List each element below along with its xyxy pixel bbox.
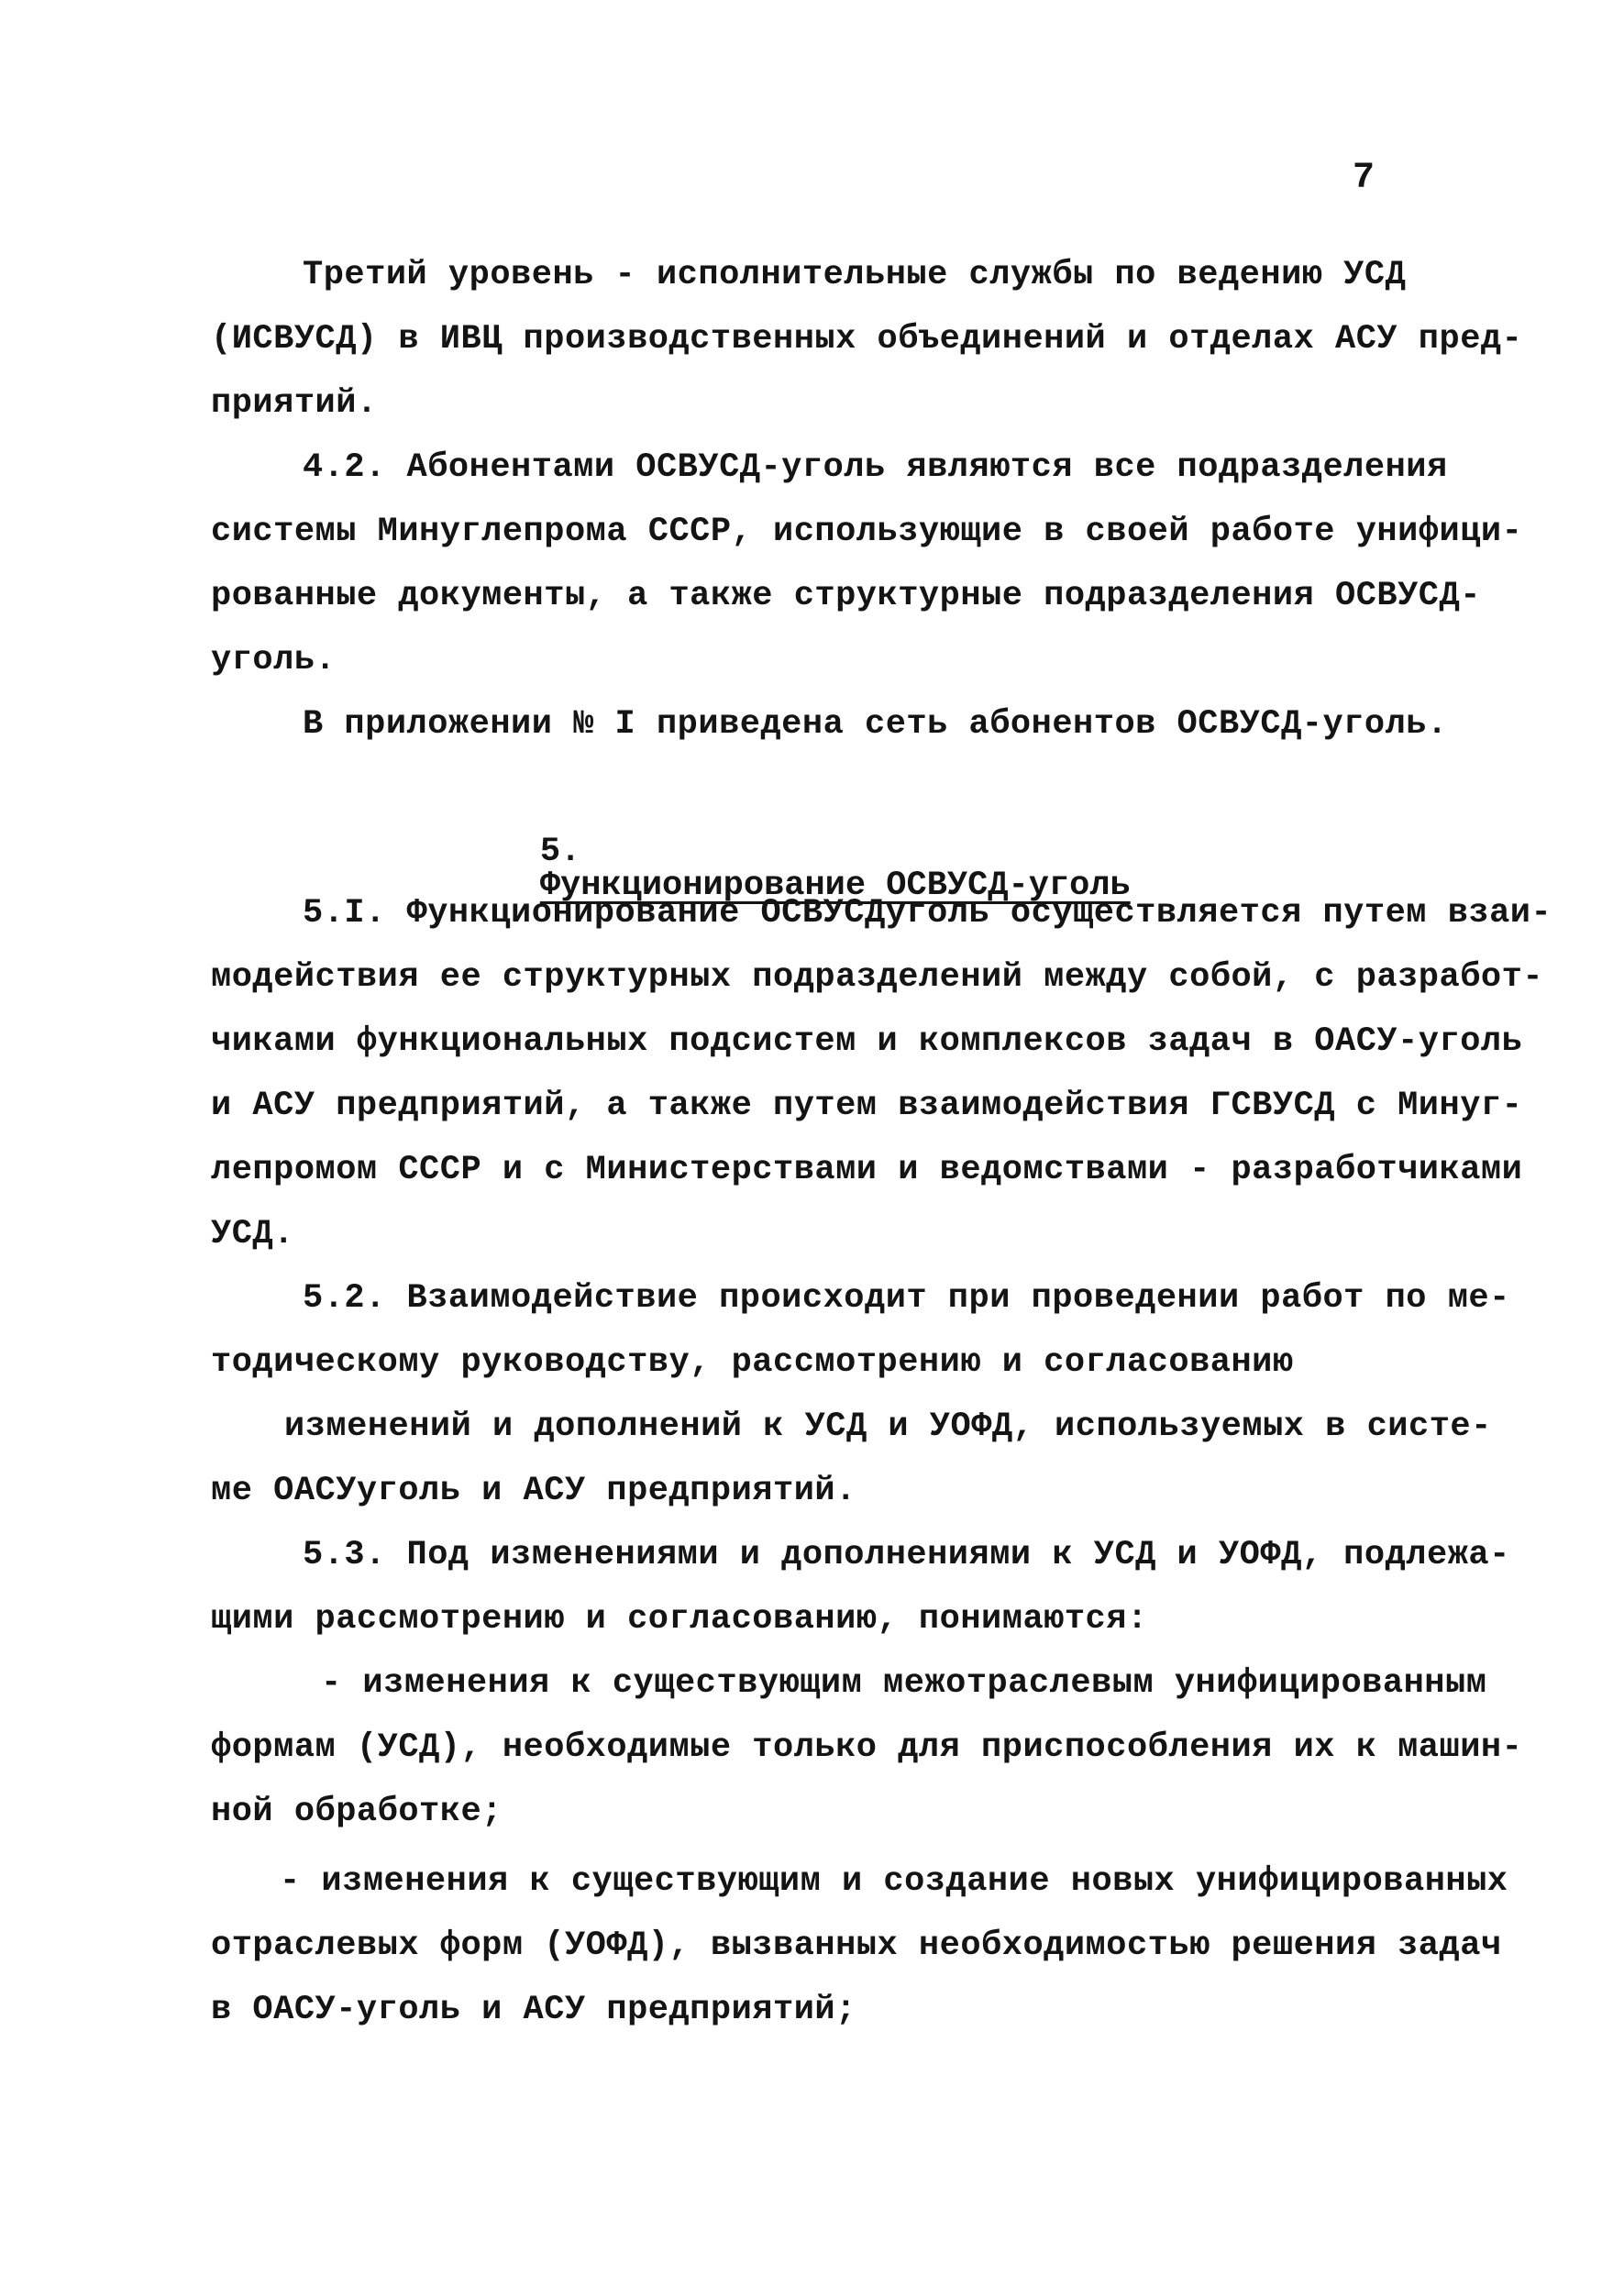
paragraph-line: щими рассмотрению и согласованию, понимаются: <box>211 1600 1148 1639</box>
paragraph-line: ме ОАСУуголь и АСУ предприятий. <box>211 1472 856 1510</box>
paragraph-line: чиками функциональных подсистем и комплексов задач в ОАСУ-уголь <box>211 1022 1523 1061</box>
paragraph-line: модействия ее структурных подразделений между собой, с разработ- <box>211 958 1544 997</box>
paragraph-line: и АСУ предприятий, а также путем взаимодействия ГСВУСД с Минуг- <box>211 1087 1523 1125</box>
paragraph-line: УСД. <box>211 1215 294 1253</box>
paragraph-line: лепромом СССР и с Министерствами и ведомствами - разработчиками <box>211 1151 1523 1189</box>
list-item-line: - изменения к существующим и создание новых унифицированных <box>280 1862 1508 1901</box>
paragraph-line: изменений и дополнений к УСД и УОФД, используемых в систе- <box>284 1407 1492 1446</box>
section-heading-title: Функционирование ОСВУСД-уголь <box>539 867 1131 905</box>
paragraph-line: 5.I. Функционирование ОСВУСДуголь осуществляется путем взаи- <box>303 894 1552 933</box>
paragraph-line: 5.3. Под изменениями и дополнениями к УСД и УОФД, подлежа- <box>303 1536 1510 1574</box>
paragraph-line: уголь. <box>211 641 337 679</box>
list-item-line: формам (УСД), необходимые только для приспособления их к машин- <box>211 1728 1523 1767</box>
paragraph-line: рованные документы, а также структурные подразделения ОСВУСД- <box>211 577 1481 615</box>
paragraph-line: приятий. <box>211 384 378 423</box>
page-number: 7 <box>1353 158 1375 199</box>
paragraph-line: 4.2. Абонентами ОСВУСД-уголь являются все подразделения <box>303 448 1448 487</box>
paragraph-line: Третий уровень - исполнительные службы по ведению УСД <box>303 256 1407 294</box>
paragraph-line: тодическому руководству, рассмотрению и согласованию <box>211 1343 1294 1382</box>
list-item-line: отраслевых форм (УОФД), вызванных необходимостью решения задач <box>211 1926 1502 1965</box>
list-item-line: ной обработке; <box>211 1793 503 1831</box>
list-item-line: в ОАСУ-уголь и АСУ предприятий; <box>211 1991 856 2029</box>
list-item-line: - изменения к существующим межотраслевым унифицированным <box>321 1664 1487 1703</box>
paragraph-line: (ИСВУСД) в ИВЦ производственных объединений и отделах АСУ пред- <box>211 320 1523 359</box>
paragraph-line: В приложении № I приведена сеть абонентов ОСВУСД-уголь. <box>303 705 1448 744</box>
paragraph-line: 5.2. Взаимодействие происходит при проведении работ по ме- <box>303 1279 1510 1318</box>
paragraph-line: системы Минуглепрома СССР, использующие в своей работе унифици- <box>211 513 1523 551</box>
section-heading-number: 5. <box>539 833 581 871</box>
